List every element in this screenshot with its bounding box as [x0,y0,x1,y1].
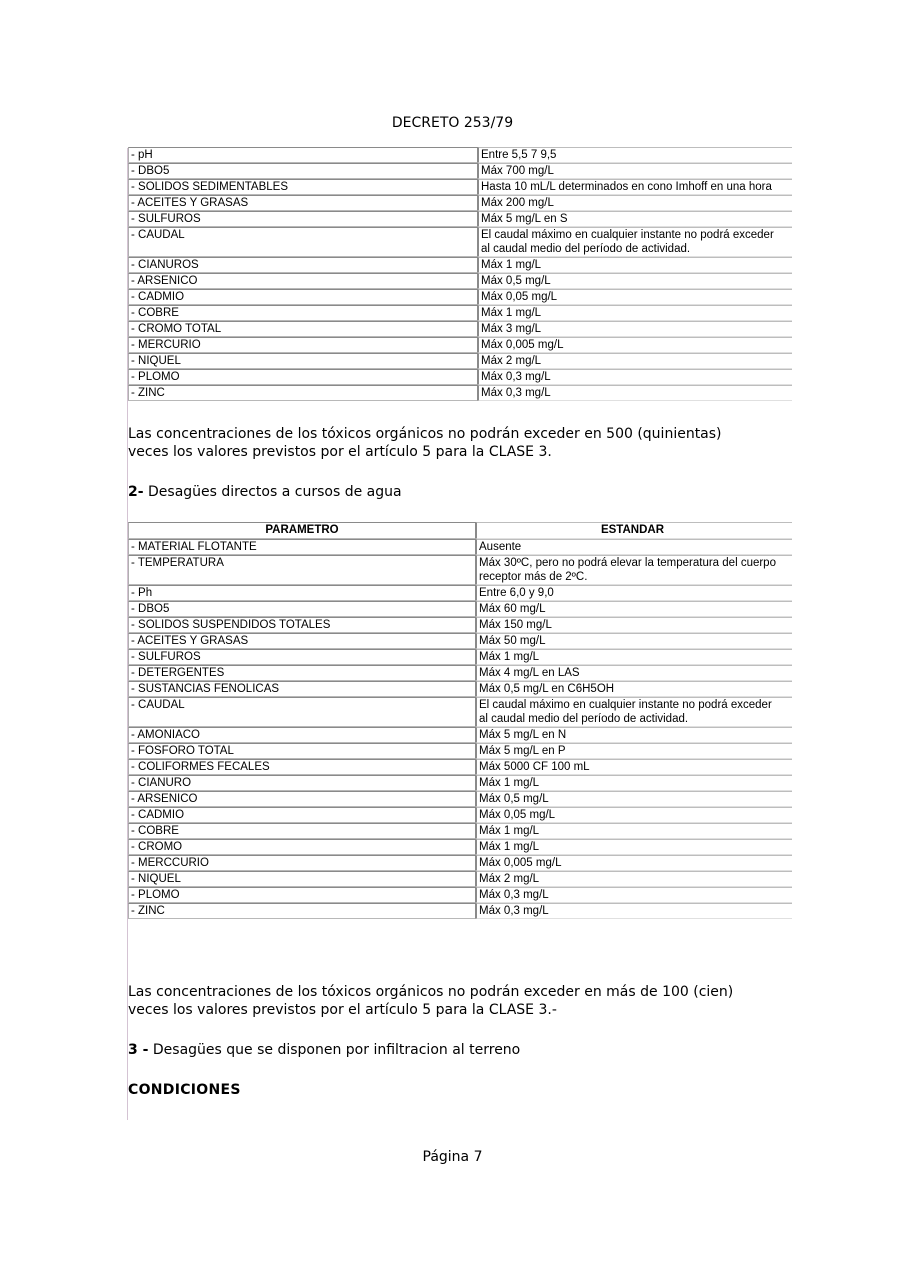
estandar-cell [476,871,792,887]
estandar-line: al caudal medio del período de actividad. [479,713,689,725]
paragraph-line: Las concentraciones de los tóxicos orgánicos no podrán exceder en 500 (quinientas) [128,426,722,442]
table-row [128,649,792,665]
table-row [128,227,792,257]
parametro-cell: - COBRE [128,305,478,321]
estandar-line: Máx 0,5 mg/L en C6H5OH [479,683,615,695]
estandar-cell [478,369,792,385]
estandar-line: Máx 2 mg/L [479,873,540,885]
estandar-cell [476,697,792,727]
table-row [128,163,792,179]
estandar-line: Máx 50 mg/L [479,635,546,647]
estandar-cell [478,227,792,257]
estandar-cell [476,759,792,775]
table-row [128,617,792,633]
conditions-label: CONDICIONES [128,1082,241,1098]
estandar-cell [476,727,792,743]
table-row [128,369,792,385]
parametro-cell: - CROMO TOTAL [128,321,478,337]
table-row [128,807,792,823]
section-3-heading [128,1041,808,1059]
parametro-cell: - PLOMO [128,887,476,903]
estandar-cell [478,321,792,337]
table-row [128,633,792,649]
parameters-table-2 [128,522,792,919]
parametro-cell: - CADMIO [128,289,478,305]
table-row [128,289,792,305]
estandar-line: Máx 2 mg/L [481,355,542,367]
paragraph-line: veces los valores previstos por el artículo 5 para la CLASE 3.- [128,1002,557,1018]
parametro-cell: - SOLIDOS SUSPENDIDOS TOTALES [128,617,476,633]
parametro-cell: - ZINC [128,903,476,919]
table-row [128,759,792,775]
parametro-cell: - ACEITES Y GRASAS [128,195,478,211]
table-row [128,353,792,369]
table-row [128,601,792,617]
estandar-line: Máx 0,05 mg/L [479,809,556,821]
parametro-cell: - CAUDAL [128,227,478,257]
table-row [128,321,792,337]
parametro-cell: - ARSENICO [128,791,476,807]
estandar-line: Máx 1 mg/L [481,259,542,271]
estandar-line: Máx 0,05 mg/L [481,291,558,303]
table-row [128,179,792,195]
estandar-line: Máx 0,005 mg/L [481,339,564,351]
estandar-line: Máx 150 mg/L [479,619,552,631]
paragraph-line: veces los valores previstos por el artículo 5 para la CLASE 3. [128,444,552,460]
estandar-line: Máx 1 mg/L [479,825,540,837]
document-header-title: DECRETO 253/79 [391,115,514,131]
table-row [128,539,792,555]
table-row [128,257,792,273]
parametro-cell: - MERCCURIO [128,855,476,871]
parametro-cell: - TEMPERATURA [128,555,476,585]
estandar-line: El caudal máximo en cualquier instante no podrá exceder [479,699,772,711]
estandar-cell [476,855,792,871]
parametro-cell: - Ph [128,585,476,601]
column-header-estandar: ESTANDAR [476,522,792,539]
table-row [128,681,792,697]
table-row [128,791,792,807]
parametro-cell: - COBRE [128,823,476,839]
estandar-cell [478,195,792,211]
estandar-line: Máx 0,3 mg/L [481,387,551,399]
estandar-line: Máx 200 mg/L [481,197,554,209]
estandar-line: Máx 0,3 mg/L [481,371,551,383]
table-row [128,743,792,759]
estandar-cell [478,337,792,353]
parametro-cell: - DBO5 [128,601,476,617]
estandar-cell [478,353,792,369]
estandar-line: Máx 1 mg/L [479,841,540,853]
estandar-cell [478,147,792,163]
estandar-line: Máx 5 mg/L en P [479,745,566,757]
estandar-cell [478,179,792,195]
parametro-cell: - NIQUEL [128,871,476,887]
estandar-cell [478,385,792,401]
table2-container [128,522,792,919]
estandar-line: Máx 1 mg/L [481,307,542,319]
estandar-cell [476,601,792,617]
parametro-cell: - SULFUROS [128,649,476,665]
estandar-line: Máx 30ºC, pero no podrá elevar la temperatura del cuerpo [479,557,776,569]
estandar-line: Máx 0,5 mg/L [479,793,549,805]
estandar-line: Máx 3 mg/L [481,323,542,335]
parametro-cell: - COLIFORMES FECALES [128,759,476,775]
estandar-line: al caudal medio del período de actividad. [481,243,691,255]
parametro-cell: - DBO5 [128,163,478,179]
table-row [128,273,792,289]
estandar-cell [478,211,792,227]
parametro-cell: - ARSENICO [128,273,478,289]
table-row [128,727,792,743]
parametro-cell: - FOSFORO TOTAL [128,743,476,759]
estandar-line: Entre 5,5 7 9,5 [481,149,557,161]
estandar-cell [478,305,792,321]
table-row [128,147,792,163]
estandar-cell [476,633,792,649]
table-row [128,305,792,321]
parametro-cell: - MATERIAL FLOTANTE [128,539,476,555]
estandar-line: receptor más de 2ºC. [479,571,588,583]
parametro-cell: - AMONIACO [128,727,476,743]
parametro-cell: - CADMIO [128,807,476,823]
estandar-cell [476,887,792,903]
estandar-cell [476,617,792,633]
estandar-line: Máx 1 mg/L [479,777,540,789]
estandar-cell [478,273,792,289]
estandar-line: Máx 1 mg/L [479,651,540,663]
estandar-cell [478,289,792,305]
estandar-line: Máx 0,005 mg/L [479,857,562,869]
parametro-cell: - ACEITES Y GRASAS [128,633,476,649]
estandar-line: El caudal máximo en cualquier instante no podrá exceder [481,229,774,241]
table-row [128,585,792,601]
estandar-cell [476,555,792,585]
table-row [128,903,792,919]
estandar-line: Máx 5 mg/L en S [481,213,568,225]
estandar-cell [476,775,792,791]
parametro-cell: - pH [128,147,478,163]
estandar-line: Hasta 10 mL/L determinados en cono Imhoff en una hora [481,181,772,193]
estandar-line: Ausente [479,541,522,553]
parametro-cell: - DETERGENTES [128,665,476,681]
parametro-cell: - ZINC [128,385,478,401]
parametro-cell: - NIQUEL [128,353,478,369]
estandar-cell [476,823,792,839]
estandar-cell [476,807,792,823]
estandar-cell [476,665,792,681]
table-row [128,665,792,681]
table1-container [128,147,792,401]
conditions-heading [128,1081,808,1099]
section-number: 2- [128,484,144,500]
estandar-line: Máx 0,3 mg/L [479,905,549,917]
table-row [128,211,792,227]
column-header-parametro: PARAMETRO [128,522,476,539]
estandar-cell [478,257,792,273]
table-row [128,555,792,585]
estandar-line: Máx 60 mg/L [479,603,546,615]
estandar-line: Máx 5 mg/L en N [479,729,567,741]
estandar-cell [476,743,792,759]
parameters-table-1 [128,147,792,401]
parametro-cell: - PLOMO [128,369,478,385]
estandar-line: Máx 700 mg/L [481,165,554,177]
paragraph-organic-toxics-500 [128,425,808,461]
parametro-cell: - CIANURO [128,775,476,791]
estandar-cell [476,903,792,919]
estandar-cell [476,681,792,697]
parametro-cell: - SUSTANCIAS FENOLICAS [128,681,476,697]
table-row [128,855,792,871]
table-row [128,775,792,791]
table-row [128,697,792,727]
parametro-cell: - SULFUROS [128,211,478,227]
section-2-heading [128,483,808,501]
table-row [128,887,792,903]
table-row [128,871,792,887]
estandar-line: Máx 0,3 mg/L [479,889,549,901]
section-title: Desagües que se disponen por infiltracion al terreno [148,1042,521,1058]
parametro-cell: - SOLIDOS SEDIMENTABLES [128,179,478,195]
page-number: Página 7 [422,1149,483,1165]
estandar-cell [476,585,792,601]
estandar-line: Máx 4 mg/L en LAS [479,667,580,679]
estandar-line: Entre 6,0 y 9,0 [479,587,554,599]
estandar-cell [476,791,792,807]
section-number: 3 - [128,1042,149,1058]
parametro-cell: - MERCURIO [128,337,478,353]
parametro-cell: - CAUDAL [128,697,476,727]
estandar-cell [476,539,792,555]
table-row [128,337,792,353]
parametro-cell: - CROMO [128,839,476,855]
estandar-line: Máx 0,5 mg/L [481,275,551,287]
paragraph-line: Las concentraciones de los tóxicos orgánicos no podrán exceder en más de 100 (cien) [128,984,734,1000]
table-row [128,385,792,401]
estandar-cell [476,839,792,855]
table-row [128,195,792,211]
estandar-line: Máx 5000 CF 100 mL [479,761,590,773]
estandar-cell [476,649,792,665]
parametro-cell: - CIANUROS [128,257,478,273]
table-row [128,839,792,855]
paragraph-organic-toxics-100 [128,983,808,1019]
estandar-cell [478,163,792,179]
table-row [128,823,792,839]
section-title: Desagües directos a cursos de agua [143,484,402,500]
